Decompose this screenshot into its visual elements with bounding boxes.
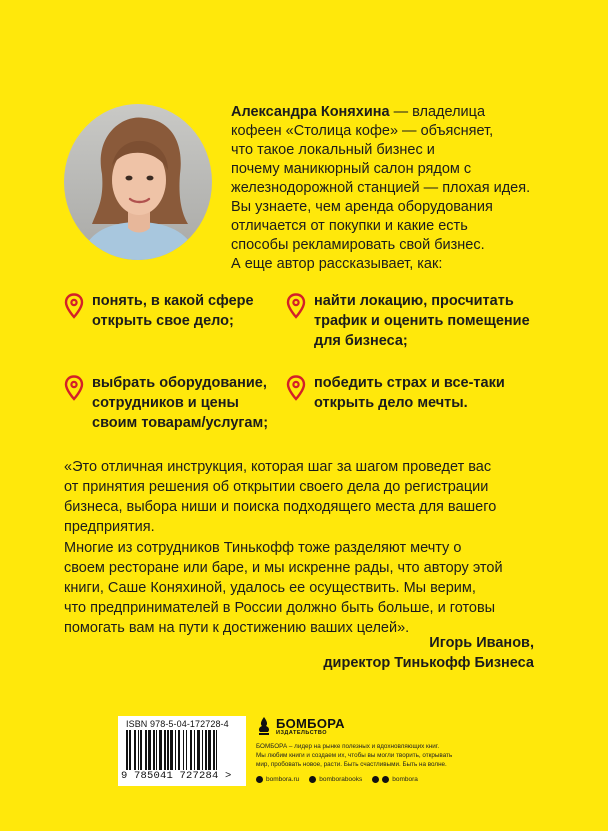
quote-signature: [323, 633, 534, 673]
quote-line: книги, Саше Коняхиной, удалось ее осуществить. Мы верим,: [64, 580, 476, 596]
barcode-bar: [194, 730, 195, 770]
barcode-bar: [190, 730, 192, 770]
barcode-bar: [138, 730, 139, 770]
quote-paragraph-2: [64, 538, 554, 638]
publisher-socials: [256, 776, 516, 783]
intro-line: Вы узнаете, чем аренда оборудования: [231, 199, 493, 215]
bullet-item: [64, 291, 254, 331]
location-pin-icon: [64, 293, 84, 319]
quote-line: Многие из сотрудников Тинькофф тоже разделяют мечту о: [64, 540, 462, 556]
vk-link[interactable]: bomborabooks: [309, 776, 362, 783]
vk-icon: [309, 776, 316, 783]
intro-text: [231, 103, 571, 274]
intro-line: кофеен «Столица кофе» — объясняет,: [231, 123, 494, 139]
author-name: Александра Коняхина: [231, 104, 390, 120]
bullet-line: сотрудников и цены: [92, 395, 239, 411]
barcode-bar: [153, 730, 155, 770]
barcode-bar: [208, 730, 211, 770]
quote-line: предприятия.: [64, 519, 155, 535]
barcode-bar: [216, 730, 217, 770]
bombora-logo-icon: [256, 716, 272, 736]
barcode-bar: [186, 730, 187, 770]
isbn-barcode-block: [118, 716, 246, 786]
barcode-bar: [205, 730, 207, 770]
barcode-bar: [159, 730, 162, 770]
barcode: [126, 730, 238, 770]
isbn-label: ISBN 978-5-04-172728-4: [126, 719, 229, 729]
barcode-bar: [202, 730, 203, 770]
bullet-item: [286, 373, 505, 413]
quote-line: что предпринимателей в России должно быть больше, и готовы: [64, 600, 496, 616]
intro-line: почему маникюрный салон рядом с: [231, 161, 472, 177]
quote-line: от принятия решения об открытии своего дела до регистрации: [64, 479, 489, 495]
bullet-line: победить страх и все-таки: [314, 375, 505, 391]
location-pin-icon: [286, 375, 306, 401]
location-pin-icon: [64, 375, 84, 401]
barcode-bar: [134, 730, 136, 770]
publisher-sub: ИЗДАТЕЛЬСТВО: [276, 729, 328, 736]
barcode-bar: [164, 730, 166, 770]
desc-line: мир, пробовать новое, расти. Быть счастливыми. Быть на волне.: [256, 761, 447, 768]
barcode-bar: [167, 730, 169, 770]
bullet-item: [286, 291, 530, 351]
barcode-bar: [126, 730, 128, 770]
bullet-line: открыть свое дело;: [92, 313, 234, 329]
barcode-bar: [170, 730, 173, 770]
social-link[interactable]: bombora: [372, 776, 418, 783]
barcode-bar: [183, 730, 184, 770]
intro-line: А еще автор рассказывает, как:: [231, 256, 443, 272]
bullet-line: понять, в какой сфере: [92, 293, 254, 309]
publisher-block: [256, 716, 516, 783]
quote-paragraph-1: [64, 457, 554, 537]
globe-icon: [256, 776, 263, 783]
barcode-bar: [145, 730, 147, 770]
location-pin-icon: [286, 293, 306, 319]
intro-line: что такое локальный бизнес и: [231, 142, 435, 158]
bullet-line: для бизнеса;: [314, 333, 408, 349]
intro-line: железнодорожной станцией — плохая идея.: [231, 180, 531, 196]
barcode-bar: [178, 730, 180, 770]
intro-line: Александра Коняхина — владелица: [231, 104, 486, 120]
bullet-line: трафик и оценить помещение: [314, 313, 530, 329]
bullet-line: своим товарам/услугам;: [92, 415, 269, 431]
quote-line: бизнеса, выбора ниши и поиска подходящего места для вашего: [64, 499, 497, 515]
barcode-bar: [140, 730, 142, 770]
intro-line: отличается от покупки и какие есть: [231, 218, 468, 234]
quote-line: «Это отличная инструкция, которая шаг за шагом проведет вас: [64, 459, 492, 475]
signature-name: Игорь Иванов,: [429, 635, 534, 651]
barcode-bar: [156, 730, 157, 770]
telegram-icon: [372, 776, 379, 783]
bullet-line: найти локацию, просчитать: [314, 293, 514, 309]
desc-line: БОМБОРА – лидер на рынке полезных и вдохновляющих книг.: [256, 743, 440, 750]
bullet-line: открыть дело мечты.: [314, 395, 468, 411]
signature-title: директор Тинькофф Бизнеса: [323, 655, 534, 671]
quote-line: помогать вам на пути к достижению ваших целей».: [64, 620, 410, 636]
site-link[interactable]: bombora.ru: [256, 776, 299, 783]
barcode-bar: [148, 730, 151, 770]
author-photo: [64, 104, 212, 260]
barcode-bar: [129, 730, 131, 770]
youtube-icon: [382, 776, 389, 783]
quote-line: своем ресторане или баре, и мы искренне рады, что автору этой: [64, 560, 503, 576]
barcode-bar: [175, 730, 176, 770]
isbn-digits: 9 785041 727284 >: [121, 770, 232, 782]
publisher-logo: [256, 716, 516, 736]
intro-line: способы рекламировать свой бизнес.: [231, 237, 485, 253]
publisher-name: БОМБОРА: [276, 715, 345, 731]
publisher-description: [256, 742, 506, 769]
barcode-bar: [213, 730, 215, 770]
bullet-line: выбрать оборудование,: [92, 375, 267, 391]
bullet-item: [64, 373, 268, 433]
desc-line: Мы любим книги и создаем их, чтобы вы могли творить, открывать: [256, 752, 453, 759]
barcode-bar: [197, 730, 200, 770]
